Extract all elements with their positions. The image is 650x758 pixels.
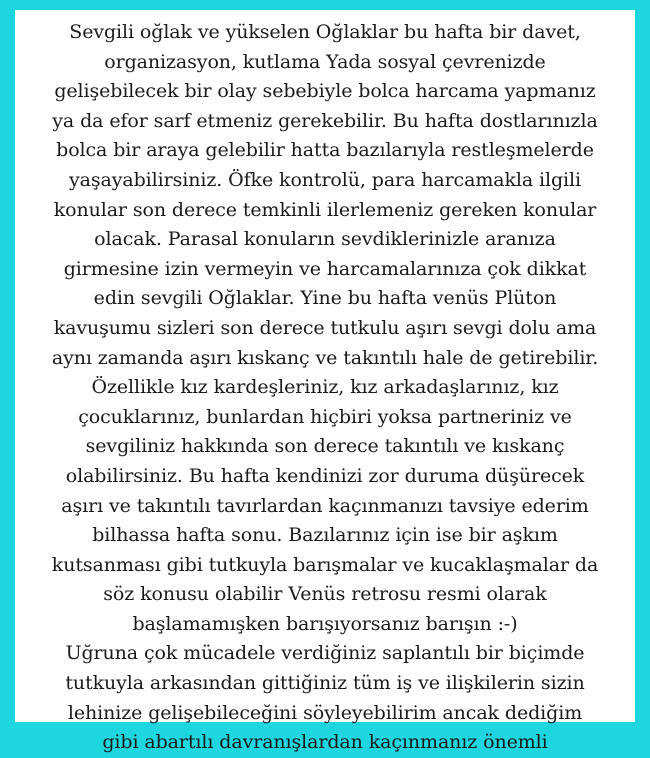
text-line: gibi abartılı davranışlardan kaçınmanız önemli <box>102 731 548 754</box>
text-line: edin sevgili Oğlaklar. Yine bu hafta venüs Plüton <box>93 287 557 310</box>
text-line: Uğruna çok mücadele verdiğiniz saplantılı bir biçimde <box>65 642 585 665</box>
text-line: ya da efor sarf etmeniz gerekebilir. Bu hafta dostlarınızla <box>52 109 598 132</box>
text-line: söz konusu olabilir Venüs retrosu resmi olarak <box>103 583 547 606</box>
text-line: yaşayabilirsiniz. Öfke kontrolü, para harcamakla ilgili <box>69 168 581 191</box>
text-line: kavuşumu sizleri son derece tutkulu aşırı sevgi dolu ama <box>53 316 597 339</box>
text-line: bilhassa hafta sonu. Bazılarınız için ise bir aşkım <box>92 524 558 547</box>
text-line: başlamamışken barışıyorsanız barışın :-) <box>132 612 518 635</box>
text-line: bolca bir araya gelebilir hatta bazılarıyla restleşmelerde <box>56 139 594 162</box>
text-line: konular son derece temkinli ilerlemeniz gereken konular <box>53 198 597 221</box>
text-line: olacak. Parasal konuların sevdiklerinizle aranıza <box>94 228 556 251</box>
text-line: Özellikle kız kardeşleriniz, kız arkadaşlarınız, kız <box>91 376 559 399</box>
text-line: aynı zamanda aşırı kıskanç ve takıntılı hale de getirebilir. <box>51 346 599 369</box>
text-line: kutsanması gibi tutkuyla barışmalar ve kucaklaşmalar da <box>51 553 599 576</box>
text-line: sevgiliniz hakkında son derece takıntılı ve kıskanç <box>85 435 565 458</box>
horoscope-text-panel <box>15 10 635 754</box>
text-line: Sevgili oğlak ve yükselen Oğlaklar bu hafta bir davet, <box>69 21 581 43</box>
text-line: girmesine izin vermeyin ve harcamalarınıza çok dikkat <box>63 257 587 280</box>
text-line: gelişebilecek bir olay sebebiyle bolca harcama yapmanız <box>54 80 596 103</box>
text-line: organizasyon, kutlama Yada sosyal çevrenizde <box>104 50 546 73</box>
text-line: çocuklarınız, bunlardan hiçbiri yoksa partneriniz ve <box>78 405 572 428</box>
text-line: olabilirsiniz. Bu hafta kendinizi zor duruma düşürecek <box>65 464 585 487</box>
text-line: aşırı ve takıntılı tavırlardan kaçınmanızı tavsiye ederim <box>61 494 589 517</box>
text-line: lehinize gelişebileceğini söyleyebilirim ancak dediğim <box>67 701 583 724</box>
horoscope-paragraph <box>15 10 635 758</box>
text-line: tutkuyla arkasından gittiğiniz tüm iş ve ilişkilerin sizin <box>65 672 585 695</box>
